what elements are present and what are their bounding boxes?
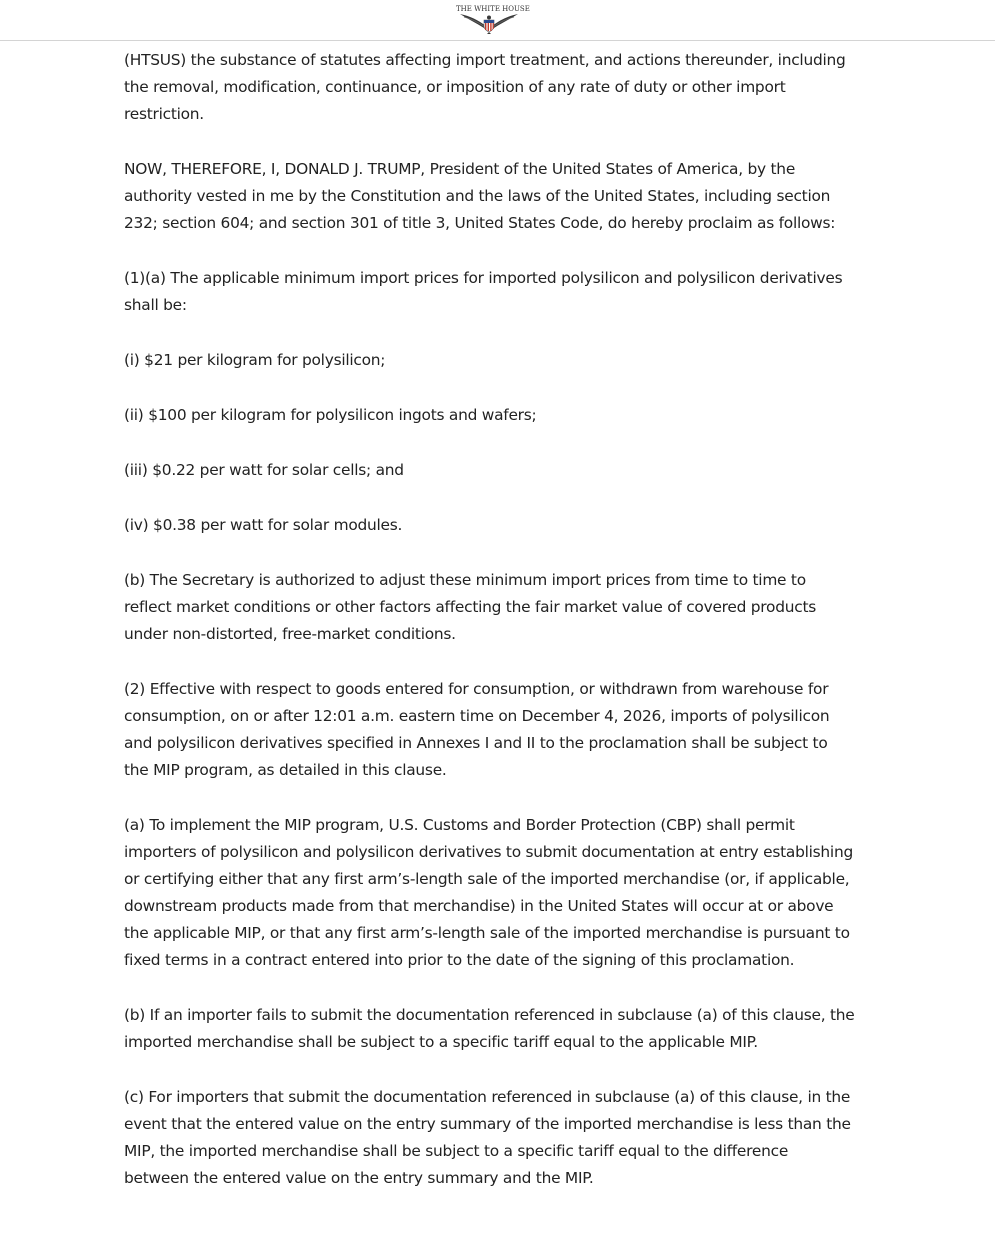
site-header: [0, 0, 995, 41]
paragraph-clause-1a-iv: (iv) $0.38 per watt for solar modules.: [124, 516, 403, 534]
paragraph-htsus: (HTSUS) the substance of statutes affecting import treatment, and actions thereunder, including the removal, modification, continuance, or imposition of any rate of duty or other import restriction.: [124, 51, 846, 123]
paragraph-clause-1a-iii: (iii) $0.22 per watt for solar cells; and: [124, 461, 404, 479]
paragraph-clause-1b: (b) The Secretary is authorized to adjust these minimum import prices from time to time to reflect market conditions or other factors affecting the fair market value of covered products under non-distorted, free-market conditions.: [124, 571, 816, 643]
paragraph-clause-2b: (b) If an importer fails to submit the documentation referenced in subclause (a) of this clause, the imported merchandise shall be subject to a specific tariff equal to the applicable MIP.: [124, 1006, 855, 1051]
paragraph-clause-2c: (c) For importers that submit the documentation referenced in subclause (a) of this clause, in the event that the entered value on the entry summary of the imported merchandise is less than the MIP, the imported merchandise shall be subject to a specific tariff equal to the difference between the entered value on the entry summary and the MIP.: [124, 1088, 851, 1187]
paragraph-clause-1a: (1)(a) The applicable minimum import prices for imported polysilicon and polysilicon derivatives shall be:: [124, 269, 843, 314]
white-house-logo[interactable]: [456, 4, 530, 34]
paragraph-clause-2: (2) Effective with respect to goods entered for consumption, or withdrawn from warehouse for consumption, on or after 12:01 a.m. eastern time on December 4, 2026, imports of polysilicon and polysilicon derivatives specified in Annexes I and II to the proclamation shall be subject to the MIP program, as detailed in this clause.: [124, 680, 830, 779]
paragraph-clause-1a-i: (i) $21 per kilogram for polysilicon;: [124, 351, 386, 369]
logo-text: THE WHITE HOUSE: [456, 5, 530, 13]
paragraph-now-therefore: NOW, THEREFORE, I, DONALD J. TRUMP, President of the United States of America, by the authority vested in me by the Constitution and the laws of the United States, including section 232; section 604; and section 301 of title 3, United States Code, do hereby proclaim as follows:: [124, 160, 836, 232]
paragraph-clause-1a-ii: (ii) $100 per kilogram for polysilicon ingots and wafers;: [124, 406, 537, 424]
proclamation-text: [124, 47, 856, 1220]
paragraph-clause-2a: (a) To implement the MIP program, U.S. Customs and Border Protection (CBP) shall permit importers of polysilicon and polysilicon derivatives to submit documentation at entry establishing or certifying either that any first arm’s-length sale of the imported merchandise (or, if applicable, downstream products made from that merchandise) in the United States will occur at or above the applicable MIP, or that any first arm’s-length sale of the imported merchandise is pursuant to fixed terms in a contract entered into prior to the date of the signing of this proclamation.: [124, 816, 853, 969]
